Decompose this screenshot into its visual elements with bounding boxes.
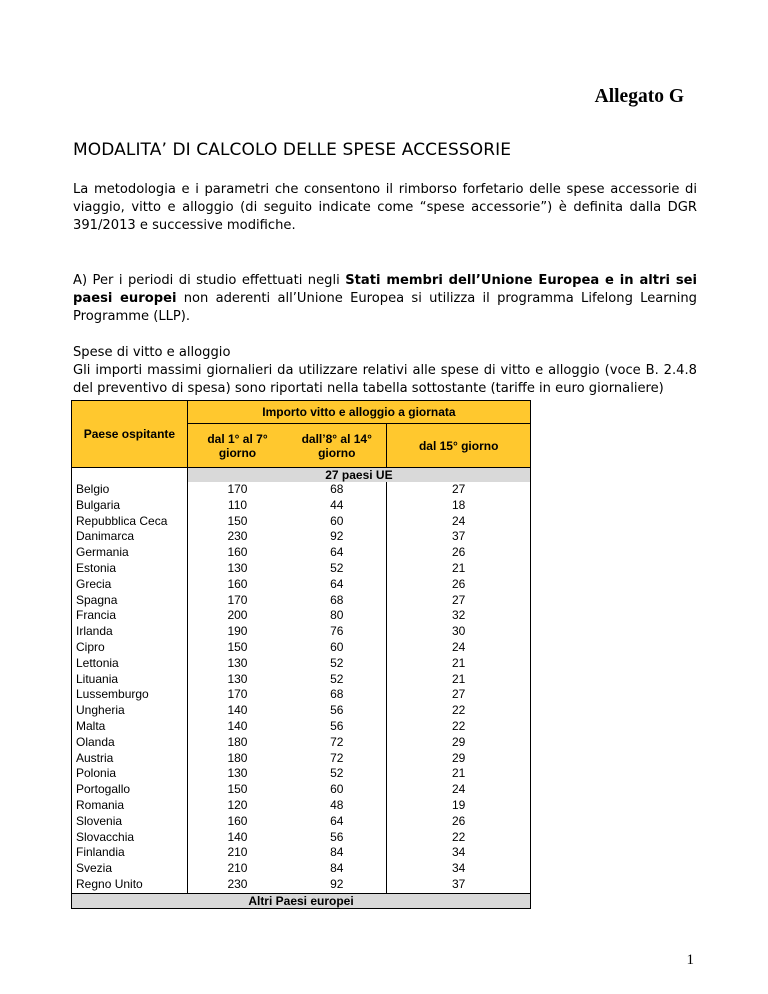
country-cell: Svezia	[72, 861, 188, 877]
value-days-1-7: 130	[227, 671, 248, 686]
value-days-1-7: 150	[227, 782, 248, 797]
value-days-15: 22	[387, 719, 531, 735]
value-days-15: 29	[387, 735, 531, 751]
table-row	[72, 735, 531, 751]
section-other-label: Altri Paesi europei	[72, 893, 531, 908]
table-row	[72, 672, 531, 688]
value-days-15: 26	[387, 545, 531, 561]
value-days-15: 27	[387, 687, 531, 703]
value-days-1-7: 160	[227, 576, 248, 591]
table-row	[72, 861, 531, 877]
value-days-15: 21	[387, 561, 531, 577]
country-cell: Irlanda	[72, 624, 188, 640]
value-days-8-14: 72	[330, 750, 344, 765]
country-cell: Austria	[72, 751, 188, 767]
value-days-15: 37	[387, 877, 531, 893]
table-row	[72, 845, 531, 861]
country-cell: Olanda	[72, 735, 188, 751]
value-days-15: 27	[387, 482, 531, 498]
value-days-1-7: 130	[227, 655, 248, 670]
value-days-8-14: 52	[330, 671, 344, 686]
value-days-15: 21	[387, 672, 531, 688]
header-days-8-14: dall’8° al 14° giorno	[287, 424, 387, 468]
section-heading: MODALITA’ DI CALCOLO DELLE SPESE ACCESSORIE	[73, 140, 512, 160]
value-days-1-7: 150	[227, 513, 248, 528]
value-days-15: 19	[387, 798, 531, 814]
value-days-1-7: 130	[227, 766, 248, 781]
country-cell: Bulgaria	[72, 498, 188, 514]
intro-paragraph: La metodologia e i parametri che consentono il rimborso forfetario delle spese accessorie di viaggio, vitto e alloggio (di seguito indicate come “spese accessorie”) è definita dalla DGR 391/2013 e successive modifiche.	[73, 182, 697, 233]
value-days-1-7: 130	[227, 560, 248, 575]
value-days-15: 24	[387, 514, 531, 530]
rates-table	[71, 400, 531, 909]
country-cell: Portogallo	[72, 782, 188, 798]
table-row	[72, 514, 531, 530]
value-days-1-7: 200	[227, 608, 248, 623]
country-cell: Lussemburgo	[72, 687, 188, 703]
table-row	[72, 798, 531, 814]
value-days-8-14: 92	[330, 876, 344, 891]
country-cell: Estonia	[72, 561, 188, 577]
value-days-8-14: 64	[330, 813, 344, 828]
country-cell: Slovenia	[72, 814, 188, 830]
llp-paragraph-suffix: non aderenti all’Unione Europea si utilizza il programma Lifelong Learning Programme (LLP).	[73, 291, 697, 324]
table-row	[72, 577, 531, 593]
value-days-15: 32	[387, 608, 531, 624]
value-days-8-14: 52	[330, 655, 344, 670]
value-days-8-14: 68	[330, 592, 344, 607]
llp-paragraph-bold: Stati membri dell’Unione Europea e in altri sei paesi europei	[73, 273, 697, 306]
section-other-row	[72, 893, 531, 908]
value-days-15: 21	[387, 766, 531, 782]
table-row	[72, 782, 531, 798]
value-days-15: 22	[387, 703, 531, 719]
country-cell: Polonia	[72, 766, 188, 782]
value-days-1-7: 120	[227, 797, 248, 812]
country-cell: Slovacchia	[72, 830, 188, 846]
page-number: 1	[686, 952, 694, 968]
header-days-1-7: dal 1° al 7° giorno	[187, 424, 287, 468]
value-days-15: 30	[387, 624, 531, 640]
value-days-1-7: 170	[227, 687, 248, 702]
value-days-15: 34	[387, 861, 531, 877]
value-days-8-14: 48	[330, 797, 344, 812]
country-cell: Belgio	[72, 482, 188, 498]
country-cell: Repubblica Ceca	[72, 514, 188, 530]
value-days-8-14: 80	[330, 608, 344, 623]
value-days-15: 24	[387, 640, 531, 656]
value-days-8-14: 64	[330, 545, 344, 560]
value-days-8-14: 60	[330, 639, 344, 654]
table-row	[72, 719, 531, 735]
board-lodging-title: Spese di vitto e alloggio	[73, 345, 231, 360]
value-days-1-7: 160	[227, 545, 248, 560]
country-cell: Regno Unito	[72, 877, 188, 893]
value-days-8-14: 68	[330, 687, 344, 702]
table-row	[72, 545, 531, 561]
value-days-1-7: 180	[227, 750, 248, 765]
table-row	[72, 498, 531, 514]
value-days-8-14: 60	[330, 513, 344, 528]
value-days-8-14: 64	[330, 576, 344, 591]
value-days-8-14: 72	[330, 734, 344, 749]
table-row	[72, 561, 531, 577]
header-group: Importo vitto e alloggio a giornata	[187, 401, 530, 424]
value-days-8-14: 92	[330, 529, 344, 544]
value-days-1-7: 170	[227, 592, 248, 607]
value-days-8-14: 56	[330, 718, 344, 733]
value-days-8-14: 56	[330, 703, 344, 718]
value-days-8-14: 44	[330, 497, 344, 512]
country-cell: Ungheria	[72, 703, 188, 719]
table-row	[72, 687, 531, 703]
table-row	[72, 814, 531, 830]
value-days-8-14: 76	[330, 624, 344, 639]
country-cell: Grecia	[72, 577, 188, 593]
annex-title: Allegato G	[594, 86, 684, 107]
table-row	[72, 593, 531, 609]
value-days-15: 18	[387, 498, 531, 514]
country-cell: Malta	[72, 719, 188, 735]
value-days-1-7: 190	[227, 624, 248, 639]
value-days-1-7: 150	[227, 639, 248, 654]
country-cell: Spagna	[72, 593, 188, 609]
board-lodging-body: Gli importi massimi giornalieri da utilizzare relativi alle spese di vitto e alloggio (voce B. 2.4.8 del preventivo di spesa) sono riportati nella tabella sottostante (tariffe in euro giornaliere)	[73, 363, 697, 396]
value-days-15: 27	[387, 593, 531, 609]
value-days-1-7: 210	[227, 845, 248, 860]
value-days-15: 34	[387, 845, 531, 861]
value-days-1-7: 170	[227, 482, 248, 496]
header-days-15: dal 15° giorno	[387, 424, 531, 468]
country-cell: Danimarca	[72, 529, 188, 545]
value-days-8-14: 84	[330, 845, 344, 860]
value-days-15: 22	[387, 830, 531, 846]
country-cell: Germania	[72, 545, 188, 561]
value-days-8-14: 56	[330, 829, 344, 844]
header-country: Paese ospitante	[72, 401, 188, 468]
value-days-8-14: 68	[330, 482, 344, 496]
table-row	[72, 656, 531, 672]
value-days-1-7: 210	[227, 861, 248, 876]
table-row	[72, 877, 531, 893]
value-days-1-7: 230	[227, 529, 248, 544]
country-cell: Romania	[72, 798, 188, 814]
country-cell: Lituania	[72, 672, 188, 688]
value-days-15: 29	[387, 751, 531, 767]
table-row	[72, 766, 531, 782]
country-cell: Cipro	[72, 640, 188, 656]
value-days-1-7: 160	[227, 813, 248, 828]
table-row	[72, 482, 531, 498]
value-days-1-7: 230	[227, 876, 248, 891]
value-days-8-14: 60	[330, 782, 344, 797]
value-days-15: 21	[387, 656, 531, 672]
country-cell: Francia	[72, 608, 188, 624]
value-days-1-7: 140	[227, 829, 248, 844]
value-days-1-7: 140	[227, 718, 248, 733]
value-days-8-14: 52	[330, 766, 344, 781]
value-days-8-14: 84	[330, 861, 344, 876]
value-days-15: 26	[387, 577, 531, 593]
value-days-1-7: 110	[227, 497, 248, 512]
value-days-15: 26	[387, 814, 531, 830]
table-row	[72, 624, 531, 640]
table-row	[72, 640, 531, 656]
section-eu-label: 27 paesi UE	[187, 468, 530, 483]
table-row	[72, 703, 531, 719]
llp-paragraph	[73, 272, 697, 326]
country-cell: Finlandia	[72, 845, 188, 861]
table-row	[72, 529, 531, 545]
llp-paragraph-prefix: A) Per i periodi di studio effettuati negli	[73, 273, 346, 288]
value-days-1-7: 140	[227, 703, 248, 718]
value-days-15: 37	[387, 529, 531, 545]
board-lodging-paragraph	[73, 344, 697, 398]
table-row	[72, 608, 531, 624]
table-row	[72, 830, 531, 846]
value-days-8-14: 52	[330, 560, 344, 575]
value-days-1-7: 180	[227, 734, 248, 749]
country-cell: Lettonia	[72, 656, 188, 672]
table-row	[72, 751, 531, 767]
section-eu-row	[72, 468, 531, 483]
value-days-15: 24	[387, 782, 531, 798]
